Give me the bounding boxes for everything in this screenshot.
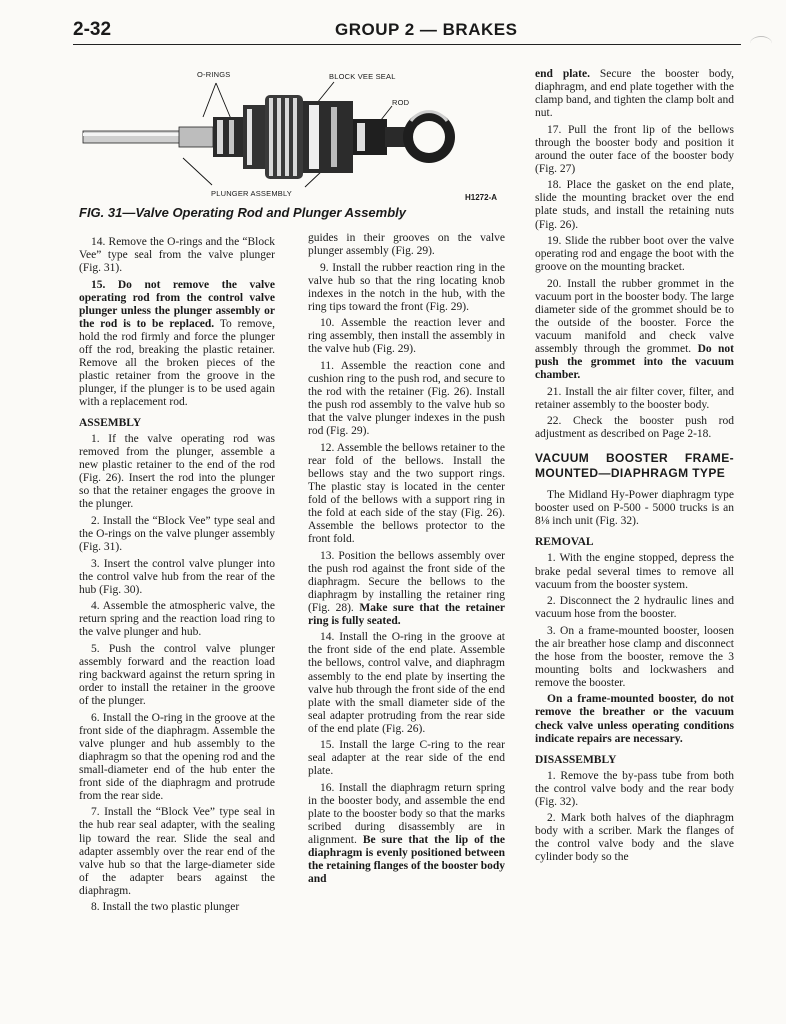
assembly-step-9: 9. Install the rubber reaction ring in the valve hub so that the ring locating knob indexes in the notch in the hub, with the ring tips toward the front (Fig. 29). xyxy=(308,261,505,313)
booster-intro: The Midland Hy-Power diaphragm type booster used on P-500 - 5000 trucks is an 8⅛ inch unit (Fig. 32). xyxy=(535,489,734,528)
step-16-warning: Be sure that the lip of the diaphragm is evenly positioned between the retaining flanges of the booster body and xyxy=(308,834,505,886)
removal-step-1: 1. With the engine stopped, depress the brake pedal several times to remove all vacuum from the booster system. xyxy=(535,552,734,591)
step-16-text: 16. Install the diaphragm return spring in the booster body, and assemble the end plate to the booster body so that the marks scribed during disassembly are in alignment. xyxy=(308,781,505,847)
assembly-step-12: 12. Assemble the bellows retainer to the rear fold of the bellows. Install the bellows stay and the two support rings. The plastic stay is located in the center fold of the bellows with a support ring in the fold at each side of the stay (Fig. 26). Assemble the bellows protector to the front fold. xyxy=(308,441,505,546)
group-title: GROUP 2 — BRAKES xyxy=(335,20,518,39)
assembly-step-20 xyxy=(535,278,734,382)
plunger-assembly-illustration xyxy=(79,65,509,205)
text-column-2 xyxy=(308,232,505,890)
assembly-step-7: 7. Install the “Block Vee” type seal in the hub rear seal adapter, with the sealing lip toward the rear. Slide the seal and adapter assembly over the rear end of the valve hub so that the large-diameter side of the adapter bears against the diaphragm. xyxy=(79,806,275,897)
disassembly-step-1: 1. Remove the by-pass tube from both the control valve body and the rear body (Fig. 32). xyxy=(535,769,734,808)
removal-step-2: 2. Disconnect the 2 hydraulic lines and vacuum hose from the booster. xyxy=(535,595,734,621)
assembly-step-5: 5. Push the control valve plunger assembly forward and the reaction load ring backward against the return spring in order to install the retainer in the groove of the plunger. xyxy=(79,642,275,708)
text-column-3 xyxy=(535,68,734,868)
page-number: 2-32 xyxy=(73,19,112,40)
step-16-continued-text: Secure the booster body, diaphragm, and end plate together with the clamp band, and tighten the clamp bolt and nut. xyxy=(535,68,735,120)
page-corner-curl xyxy=(750,36,772,51)
assembly-step-3: 3. Insert the control valve plunger into the control valve hub from the rear of the hub (Fig. 30). xyxy=(79,557,275,596)
assembly-step-13 xyxy=(308,550,505,628)
disassembly-step-2: 2. Mark both halves of the diaphragm body with a scriber. Mark the flanges of the control valve body and the slave cylinder body so the xyxy=(535,812,734,864)
assembly-step-2: 2. Install the “Block Vee” type seal and the O-rings on the valve plunger assembly (Fig. 31). xyxy=(79,514,275,554)
step-15-text: To remove, hold the rod firmly and force the plunger off the rod, breaking the plastic retainer. Remove all the broken pieces of the plastic retainer from the groove in the plunger, if the plunger is to be used again with a replacement rod. xyxy=(79,317,276,409)
label-plunger-assembly: PLUNGER ASSEMBLY xyxy=(211,189,293,198)
assembly-step-18: 18. Place the gasket on the end plate, slide the mounting bracket over the end plate studs, and install the retaining nuts (Fig. 26). xyxy=(535,179,734,231)
assembly-step-4: 4. Assemble the atmospheric valve, the return spring and the reaction load ring to the valve plunger and hub. xyxy=(79,600,275,639)
step-16-continued xyxy=(535,68,734,120)
text-column-1 xyxy=(79,236,275,918)
assembly-step-1: 1. If the valve operating rod was removed from the plunger, assemble a new plastic retainer to the end of the rod (Fig. 26). Insert the rod into the plunger so that the retainer engages the groove in the plunger. xyxy=(79,433,275,511)
assembly-step-16 xyxy=(308,782,505,886)
step-20-text: 20. Install the rubber grommet in the vacuum port in the booster body. The large diameter side of the grommet should be to the outside of the booster. Force the vacuum manifold and check valve assembly through the grommet. xyxy=(535,277,734,355)
disassembly-heading: DISASSEMBLY xyxy=(535,753,617,766)
assembly-step-22: 22. Check the booster push rod adjustment as described on Page 2-18. xyxy=(535,415,734,441)
assembly-step-21: 21. Install the air filter cover, filter, and retainer assembly to the booster body. xyxy=(535,385,734,411)
assembly-step-19: 19. Slide the rubber boot over the valve operating rod and engage the boot with the groove on the mounting bracket. xyxy=(535,235,734,274)
step-20-warning: Do not push the grommet into the vacuum chamber. xyxy=(535,342,734,382)
label-block-vee-seal: BLOCK VEE SEAL xyxy=(329,72,396,81)
figure-code: H1272-A xyxy=(465,193,498,202)
assembly-step-15: 15. Install the large C-ring to the rear seal adapter at the rear side of the end plate. xyxy=(308,739,505,778)
assembly-step-11: 11. Assemble the reaction cone and cushion ring to the push rod, and secure to the rod with the retainer (Fig. 26). Install the push rod assembly to the valve hub so that the valve plunger indexes in the push rod (Fig. 29). xyxy=(308,359,505,438)
label-o-rings: O-RINGS xyxy=(197,70,231,79)
section-heading-frame-mounted-booster: VACUUM BOOSTER FRAME-MOUNTED—DIAPHRAGM TYPE xyxy=(535,451,734,481)
removal-step-3: 3. On a frame-mounted booster, loosen the air breather hose clamp and disconnect the hose from the booster, remove the 3 mounting bolts and lockwashers and remove the booster. xyxy=(535,624,734,689)
assembly-heading: ASSEMBLY xyxy=(79,417,142,430)
header-rule xyxy=(73,44,741,45)
assembly-step-8: 8. Install the two plastic plunger xyxy=(91,901,240,914)
step-8-continued: guides in their grooves on the valve plunger assembly (Fig. 29). xyxy=(308,232,505,258)
removal-heading: REMOVAL xyxy=(535,536,594,549)
assembly-step-14: 14. Install the O-ring in the groove at the front side of the end plate. Assemble the bellows, control valve, and diaphragm assembly to the end plate by inserting the valve hub through the front side of the end plate with the small diameter side of the seal adapter protruding from the rear side of the end plate (Fig. 26). xyxy=(308,631,505,735)
label-rod: ROD xyxy=(392,98,410,107)
step-13-text: 13. Position the bellows assembly over the push rod against the front side of the diaphragm. Secure the bellows to the diaphragm by installing the retainer ring (Fig. 28). xyxy=(308,549,505,614)
assembly-step-6: 6. Install the O-ring in the groove at the front side of the diaphragm. Assemble the valve plunger and hub assembly to the diaphragm so that the opening rod and the small-diameter end of the hub enter the front side of the diaphragm and protrude from the rear side. xyxy=(79,711,275,802)
step-15-warning: 15. Do not remove the valve operating rod from the control valve plunger unless the plunger assembly or the rod is to be replaced. xyxy=(79,278,275,330)
figure-31 xyxy=(79,65,509,205)
step-13-warning: Make sure that the retainer ring is fully seated. xyxy=(308,601,505,627)
removal-warning: On a frame-mounted booster, do not remove the breather or the vacuum check valve unless operating conditions indicate repairs are necessary. xyxy=(535,693,734,745)
assembly-step-10: 10. Assemble the reaction lever and ring assembly, then install the assembly in the valve hub (Fig. 29). xyxy=(308,317,505,356)
figure-caption: FIG. 31—Valve Operating Rod and Plunger Assembly xyxy=(79,205,407,220)
step-14-remove-o-rings: 14. Remove the O-rings and the “Block Vee” type seal from the valve plunger (Fig. 31). xyxy=(79,236,275,275)
step-16-continued-bold: end plate. xyxy=(535,68,590,80)
step-15-rod-removal xyxy=(79,279,275,409)
assembly-step-17: 17. Pull the front lip of the bellows through the booster body and position it around the outer face of the booster body (Fig. 27) xyxy=(535,123,734,175)
